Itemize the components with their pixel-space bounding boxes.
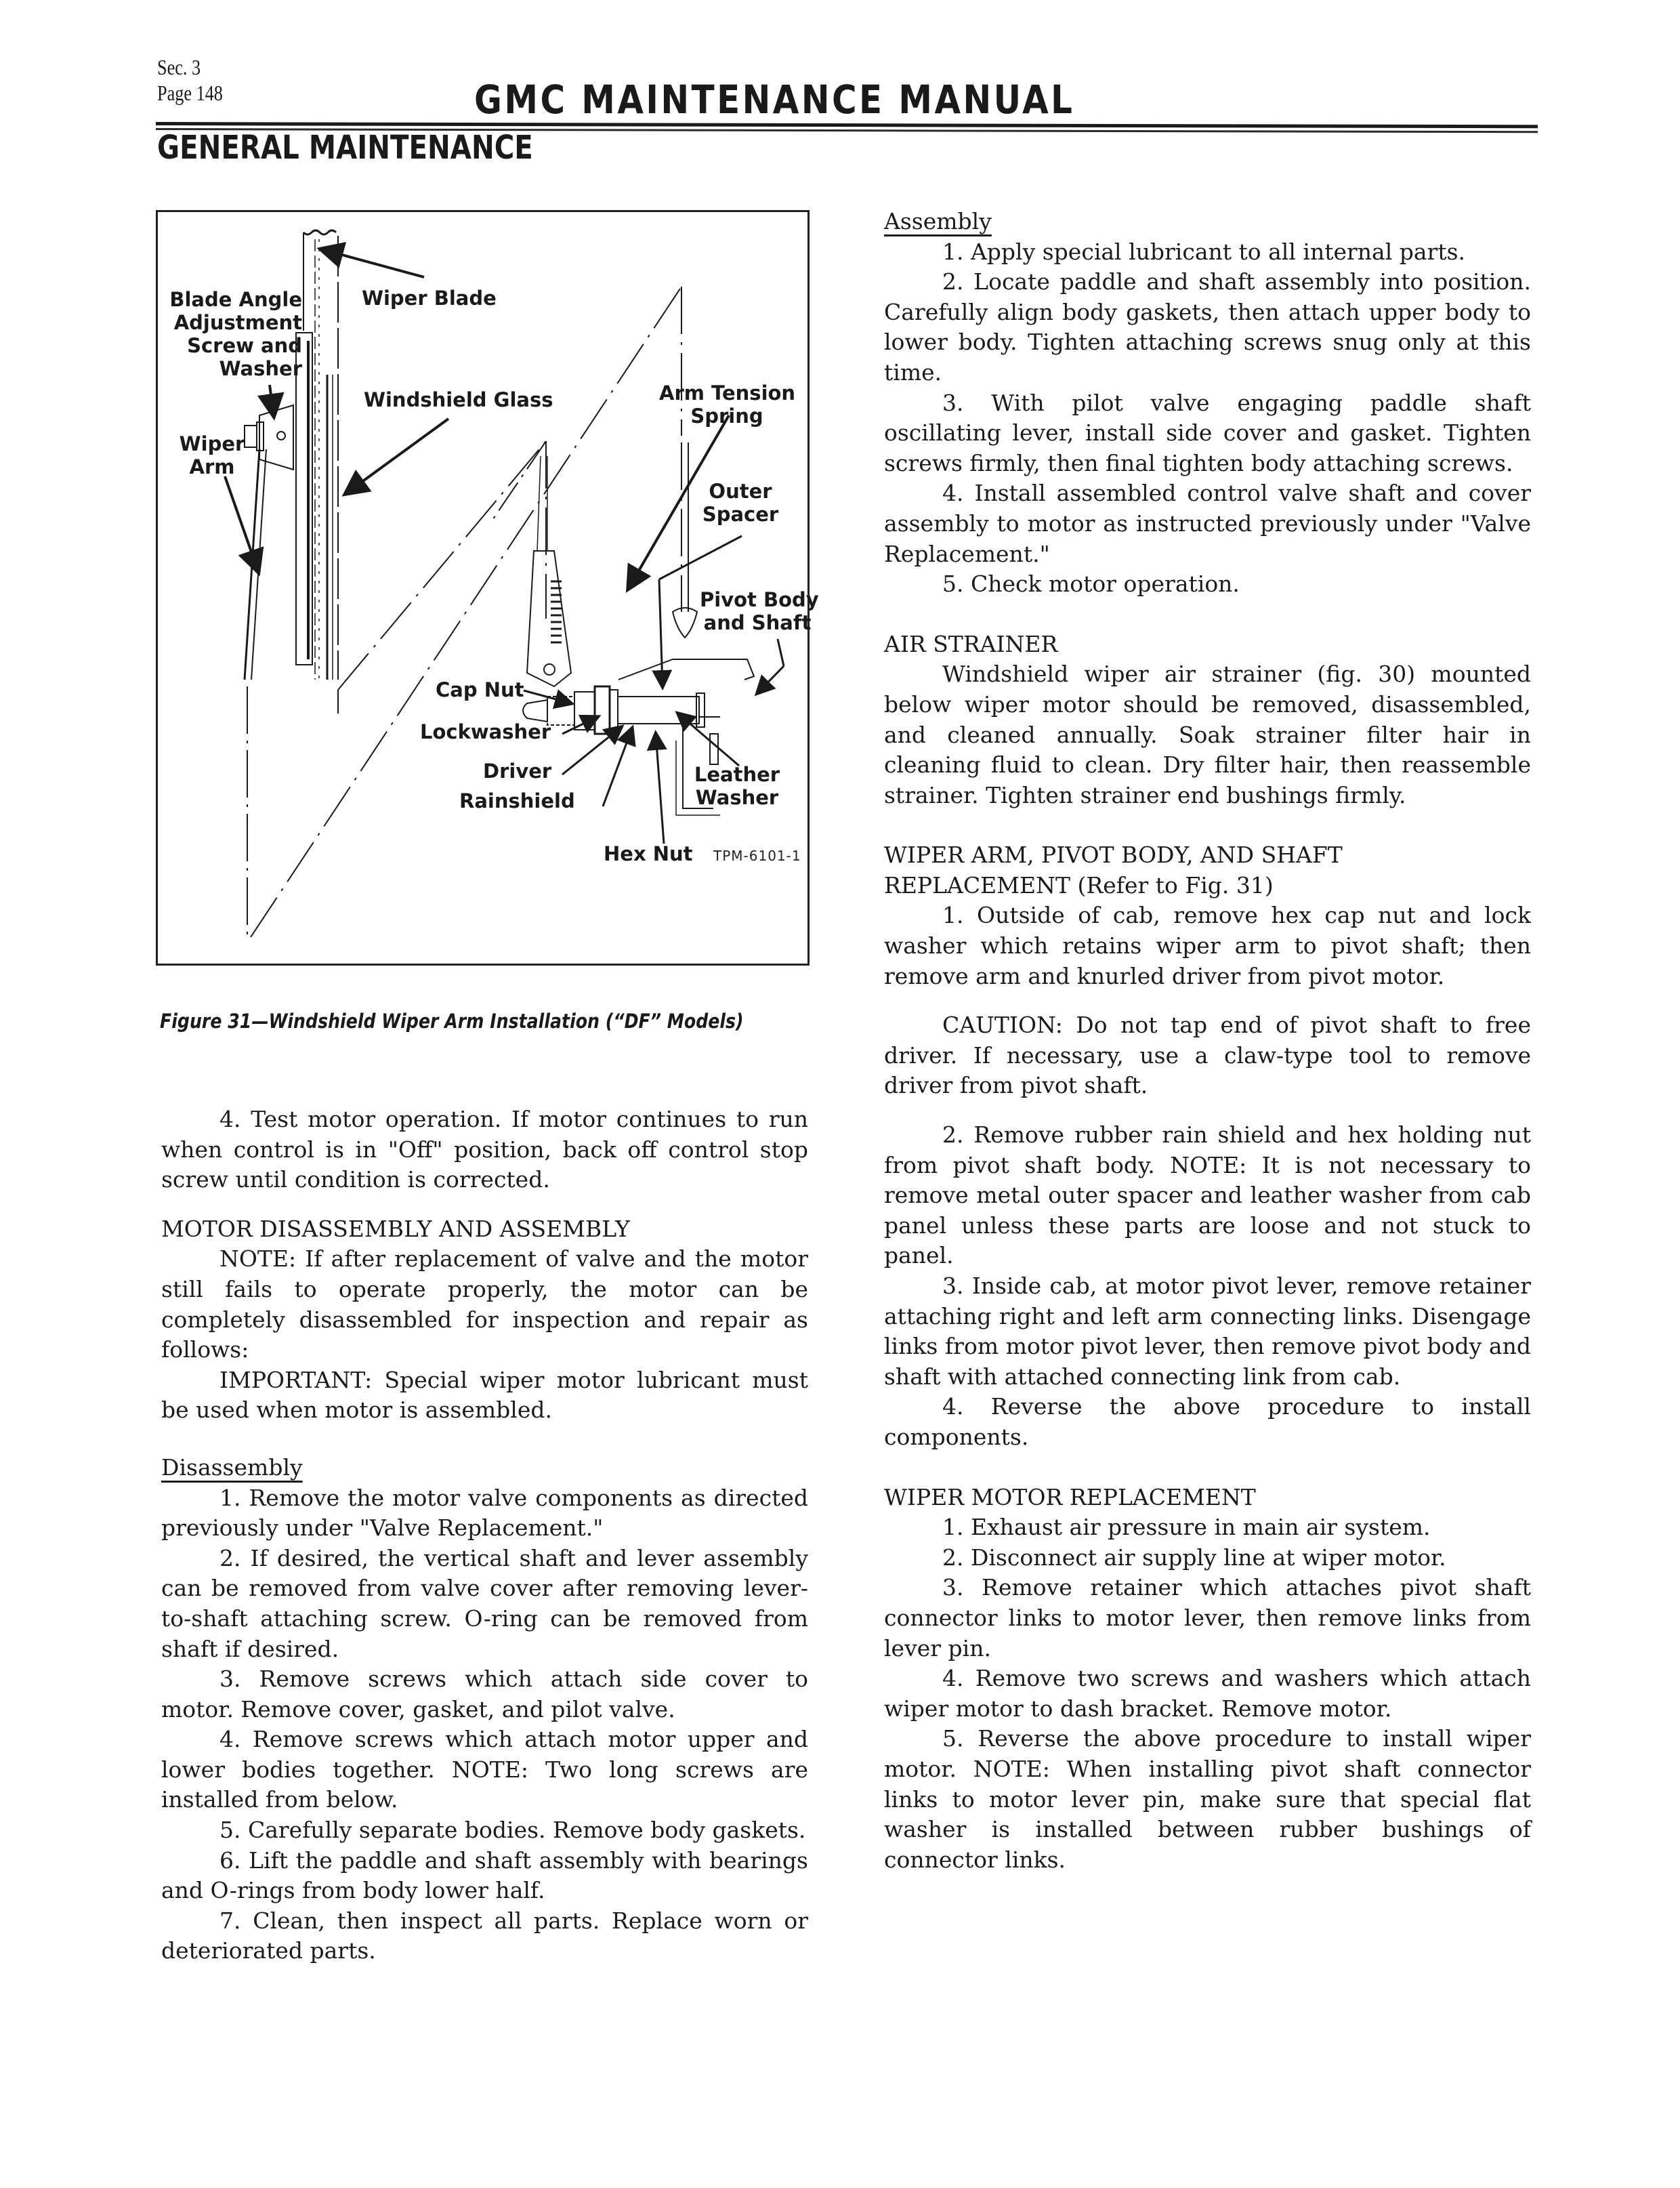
label-driver: Driver — [483, 760, 552, 783]
label-leather-washer: Leather Washer — [694, 763, 780, 809]
caution-paragraph: CAUTION: Do not tap end of pivot shaft to free driver. If necessary, use a claw-type tool to remove driver from pivot shaft. — [884, 1012, 1531, 1099]
motor-replacement-step: 3. Remove retainer which attaches pivot shaft connector links to motor lever, then remove links from lever pin. — [884, 1574, 1531, 1661]
assembly-step: 5. Check motor operation. — [942, 571, 1240, 598]
disassembly-step: 1. Remove the motor valve components as directed previously under "Valve Replacement." — [161, 1484, 808, 1542]
label-wiper-blade: Wiper Blade — [362, 287, 497, 310]
label-arm-tension-spring: Arm Tension Spring — [659, 381, 796, 428]
label-hex-nut: Hex Nut — [604, 842, 693, 865]
note-paragraph: NOTE: If after replacement of valve and the motor still fails to operate properly, the motor can be completely disassembled for inspection and repair as follows: — [161, 1245, 808, 1363]
label-pivot-body-and-shaft: Pivot Body and Shaft — [700, 588, 819, 634]
section-page-label — [157, 54, 223, 106]
header-rule-thick — [156, 122, 1538, 128]
section-number: Sec. 3 — [157, 55, 201, 79]
disassembly-step: 6. Lift the paddle and shaft assembly with bearings and O-rings from body lower half. — [161, 1846, 808, 1904]
motor-replacement-step: 4. Remove two screws and washers which attach wiper motor to dash bracket. Remove motor. — [884, 1665, 1531, 1722]
page-number: Page 148 — [157, 81, 223, 105]
important-paragraph: IMPORTANT: Special wiper motor lubricant must be used when motor is assembled. — [161, 1366, 808, 1424]
label-rainshield: Rainshield — [459, 789, 575, 812]
manual-title: GMC MAINTENANCE MANUAL — [474, 77, 1075, 123]
motor-replacement-step: 2. Disconnect air supply line at wiper motor. — [942, 1544, 1446, 1571]
label-blade-angle-adjustment: Blade Angle Adjustment Screw and Washer — [169, 288, 302, 380]
wiper-arm-step: 4. Reverse the above procedure to install components. — [884, 1393, 1531, 1450]
motor-replacement-step: 1. Exhaust air pressure in main air system. — [942, 1514, 1431, 1541]
label-lockwasher: Lockwasher — [420, 720, 551, 743]
label-windshield-glass: Windshield Glass — [364, 388, 553, 411]
assembly-step: 4. Install assembled control valve shaft and cover assembly to motor as instructed previously under "Valve Replacement." — [884, 480, 1531, 567]
assembly-step: 3. With pilot valve engaging paddle shaft oscillating lever, install side cover and gasket. Tighten screws firmly, then final tighten body attaching screws. — [884, 389, 1531, 476]
wiper-arm-step: 3. Inside cab, at motor pivot lever, remove retainer attaching right and left arm connecting links. Disengage links from motor pivot lever, then remove pivot body and shaft with attached connecting link from cab. — [884, 1273, 1531, 1390]
disassembly-subheading: Disassembly — [161, 1453, 303, 1481]
disassembly-step: 2. If desired, the vertical shaft and lever assembly can be removed from valve cover after removing lever-to-shaft attaching screw. O-ring can be removed from shaft if desired. — [161, 1544, 808, 1662]
assembly-step: 2. Locate paddle and shaft assembly into position. Carefully align body gaskets, then attach upper body to lower body. Tighten attaching screws snug only at this time. — [884, 268, 1531, 386]
left-column — [161, 1105, 808, 1966]
label-cap-nut: Cap Nut — [436, 678, 524, 701]
label-outer-spacer: Outer Spacer — [702, 480, 779, 526]
wiper-motor-replacement-heading: WIPER MOTOR REPLACEMENT — [884, 1483, 1256, 1510]
assembly-step: 1. Apply special lubricant to all internal parts. — [942, 238, 1466, 265]
wiper-arm-step: 1. Outside of cab, remove hex cap nut and lock washer which retains wiper arm to pivot shaft; then remove arm and knurled driver from pivot motor. — [884, 902, 1531, 989]
disassembly-step: 5. Carefully separate bodies. Remove body gaskets. — [219, 1817, 806, 1844]
assembly-subheading: Assembly — [884, 208, 992, 234]
wiper-arm-replacement-heading: WIPER ARM, PIVOT BODY, AND SHAFT REPLACEMENT (Refer to Fig. 31) — [884, 842, 1343, 899]
figure-31-wiper-arm-diagram — [156, 210, 819, 966]
motor-disassembly-heading: MOTOR DISASSEMBLY AND ASSEMBLY — [161, 1215, 630, 1242]
section-title: GENERAL MAINTENANCE — [157, 129, 533, 167]
label-wiper-arm: Wiper Arm — [179, 432, 245, 478]
right-column — [884, 207, 1531, 1875]
test-motor-step: 4. Test motor operation. If motor continues to run when control is in "Off" position, back off control stop screw until condition is corrected. — [161, 1106, 808, 1193]
disassembly-step: 3. Remove screws which attach side cover to motor. Remove cover, gasket, and pilot valve. — [161, 1666, 808, 1722]
figure-code: TPM-6101-1 — [713, 848, 801, 864]
disassembly-step: 7. Clean, then inspect all parts. Replace worn or deteriorated parts. — [161, 1907, 808, 1964]
figure-caption: Figure 31—Windshield Wiper Arm Installation (“DF” Models) — [160, 1010, 744, 1033]
motor-replacement-step: 5. Reverse the above procedure to install wiper motor. NOTE: When installing pivot shaft connector links to motor lever pin, make sure that special flat washer is installed between rubber bushings of connector links. — [884, 1725, 1531, 1873]
air-strainer-paragraph: Windshield wiper air strainer (fig. 30) mounted below wiper motor should be removed, disassembled, and cleaned annually. Soak strainer filter hair in cleaning fluid to clean. Dry filter hair, then reassemble strainer. Tighten strainer end bushings firmly. — [884, 661, 1531, 808]
disassembly-step: 4. Remove screws which attach motor upper and lower bodies together. NOTE: Two long screws are installed from below. — [161, 1726, 808, 1813]
wiper-arm-step: 2. Remove rubber rain shield and hex holding nut from pivot shaft body. NOTE: It is not necessary to remove metal outer spacer and leather washer from cab panel unless these parts are loose and not stuck to panel. — [884, 1121, 1531, 1269]
air-strainer-heading: AIR STRAINER — [884, 630, 1058, 657]
